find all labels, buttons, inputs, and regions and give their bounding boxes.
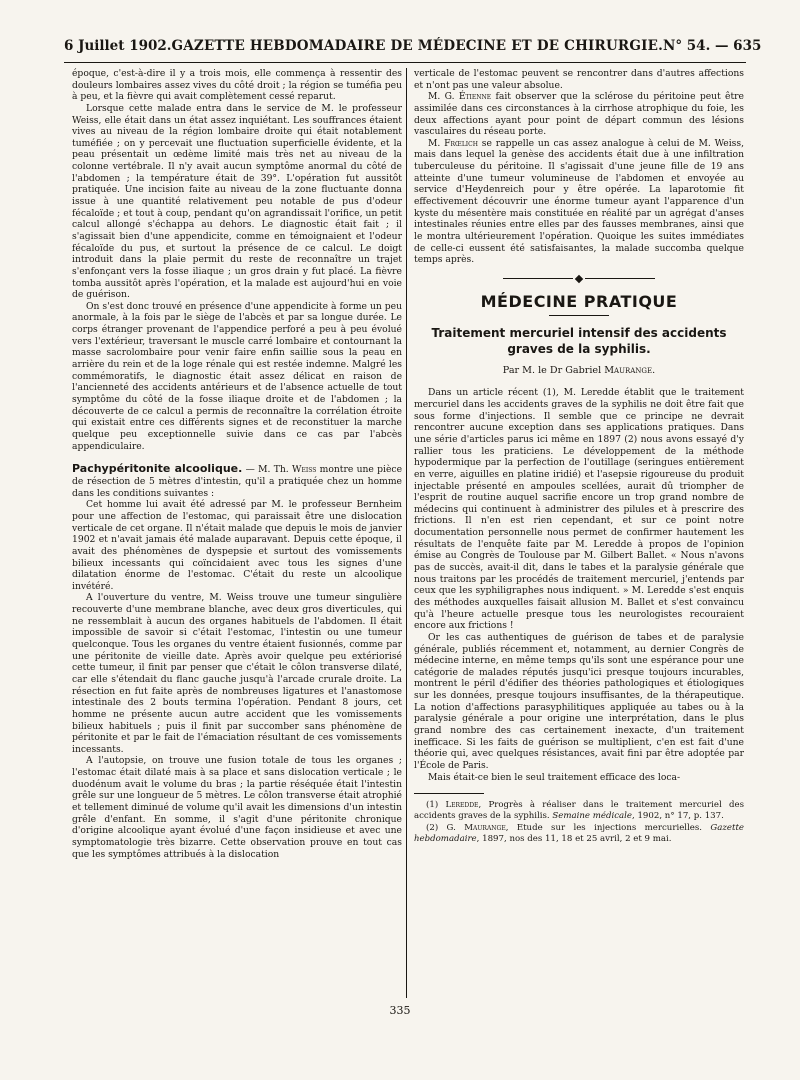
- column-divider: [406, 68, 407, 998]
- paragraph: verticale de l'estomac peuvent se rencontrer dans d'autres affections et n'ont pas une valeur absolue.: [414, 68, 744, 91]
- paragraph: Lorsque cette malade entra dans le service de M. le professeur Weiss, elle était dans un état assez inquiétant. Les souffrances étaient vives au niveau de la région lombaire droite qui était notablement tuméfiée ; on y percevait une fluctuation superficielle évidente, et la peau présentait un œdème limité mais très net au niveau de la colonne vertébrale. Il n'y avait aucun symptôme anormal du côté de l'abdomen ; la température était de 39°. L'opération fut aussitôt pratiquée. Une incision faite au niveau de la zone fluctuante donna issue à une quantité relativement peu notable de pus d'odeur fécaloïde ; et tout à coup, pendant qu'on agrandissait l'orifice, un petit calcul allongé s'échappa au dehors. Le diagnostic était fait ; il s'agissait bien d'une appendicite, comme en témoignaient et l'odeur fécaloïde du pus, et surtout la présence de ce calcul. Le doigt introduit dans la plaie permit du reste de reconnaître un trajet s'enfonçant vers la fosse iliaque ; un gros drain y fut placé. La fièvre tomba aussitôt après l'opération, et la malade est aujourd'hui en voie de guérison.: [72, 102, 402, 301]
- separator-line: [585, 278, 655, 279]
- paragraph: M. G. Étienne fait observer que la sclérose du péritoine peut être assimilée dans ces circonstances à la cirrhose atrophique du foie, les deux affections ayant pour point de départ commun des lésions vasculaires du réseau porte.: [414, 91, 744, 138]
- section-intro-paragraph: Pachypéritonite alcoolique. — M. Th. Weiss montre une pièce de résection de 5 mètres d'intestin, qu'il a pratiquée chez un homme dans les conditions suivantes :: [72, 462, 402, 499]
- footnote-rule: [414, 793, 484, 794]
- paragraph: Or les cas authentiques de guérison de tabes et de paralysie générale, publiés récemment et, notamment, au dernier Congrès de médecine interne, en même temps qu'ils sont une espérance pour une catégorie de malades réputés jusqu'ici presque toujours incurables, montrent le péril d'édifier des théories pathologiques et étiologiques sur les données, presque toujours insuffisantes, de la thérapeutique. La notion d'affections parasyphilitiques appliquée au tabes ou à la paralysie générale a pour origine une interprétation, dans le plus grand nombre des cas certainement inexacte, d'un traitement inefficace. Si les faits de guérison se multiplient, c'en est fait d'une théorie qui, avec quelques résistances, avait fini par être adoptée par l'École de Paris.: [414, 631, 744, 771]
- section-heading: Pachypéritonite alcoolique.: [72, 462, 243, 476]
- journal-name: Semaine médicale: [552, 811, 632, 822]
- header-rule: [64, 62, 746, 63]
- author-name: Frœlich: [444, 137, 479, 149]
- paragraph: époque, c'est-à-dire il y a trois mois, elle commença à ressentir des douleurs lombaires assez vives du côté droit ; la région se tuméfia peu à peu, et la fièvre qui avait complètement cessé reparut.: [72, 68, 402, 103]
- article-title: Traitement mercuriel intensif des accidents graves de la syphilis.: [431, 326, 727, 356]
- byline: Par M. le Dr Gabriel Maurange.: [502, 365, 656, 377]
- author-name: Étienne: [458, 91, 492, 103]
- header-date: 6 Juillet 1902.: [64, 38, 172, 54]
- title-rule: [549, 315, 609, 316]
- footnote: (2) G. Maurange, Etude sur les injections mercurielles. Gazette hebdomadaire, 1897, nos des 11, 18 et 25 avril, 2 et 9 mai.: [414, 822, 744, 844]
- paragraph: A l'ouverture du ventre, M. Weiss trouve une tumeur singulière recouverte d'une membrane blanche, avec deux gros diverticules, qui ne ressemblait à aucun des organes habituels de l'abdomen. Il était impossible de savoir si c'était l'estomac, l'intestin ou une tumeur quelconque. Tous les organes du ventre étaient fusionnés, comme par une péritonite de vieille date. Après avoir quelque peu extériorisé cette tumeur, il finit par penser que c'était le côlon transverse dilaté, car elle s'étendait du flanc gauche jusqu'à l'arcade crurale droite. La résection en fut faite après de nombreuses ligatures et l'anastomose intestinale des 2 bouts termina l'opération. Pendant 8 jours, cet homme ne présente aucun autre accident que les vomissements bilieux habituels ; puis il finit par succomber sans phénomène de péritonite et par le fait de l'émaciation résultant de ces vomissements incessants.: [72, 592, 402, 755]
- journal-title: GAZETTE HEBDOMADAIRE DE MÉDECINE ET DE CHIRURGIE.: [171, 38, 663, 54]
- paragraph: M. Frœlich se rappelle un cas assez analogue à celui de M. Weiss, mais dans lequel la genèse des accidents était due à une infiltration tuberculeuse du péritoine. Il s'agissait d'une jeune fille de 19 ans atteinte d'une tumeur volumineuse de l'abdomen et envoyée au service d'Heydenreich pour y être opérée. La laparotomie fit effectivement découvrir une énorme tumeur ayant l'apparence d'un kyste du mésentère mais constituée en réalité par un agrégat d'anses intestinales réunies entre elles par des fausses membranes, ainsi que le montra ultérieurement l'opération. Quoique les suites immédiates de celle-ci eussent été satisfaisantes, la malade succomba quelque temps après.: [414, 137, 744, 266]
- separator-line: [503, 278, 573, 279]
- page-header: [64, 38, 762, 60]
- paragraph: A l'autopsie, on trouve une fusion totale de tous les organes ; l'estomac était dilaté mais à sa place et sans dislocation verticale ; le duodénum avait le volume du bras ; la partie réséquée était l'intestin grêle sur une longueur de 5 mètres. Le côlon transverse était atrophié et tellement diminué de volume qu'il avait les dimensions d'un intestin grêle d'enfant. En somme, il s'agit d'une péritonite chronique d'origine alcoolique ayant évolué d'une façon insidieuse et avec une symptomatologie très bizarre. Cette observation prouve en tout cas que les symptômes attribués à la dislocation: [72, 755, 402, 860]
- diamond-ornament-icon: [575, 275, 583, 283]
- paragraph: Cet homme lui avait été adressé par M. le professeur Bernheim pour une affection de l'estomac, qui paraissait être une dislocation verticale de cet organe. Il n'était malade que depuis le mois de janvier 1902 et n'avait jamais été malade auparavant. Depuis cette époque, il avait des phénomènes de dyspepsie et surtout des vomissements bilieux incessants qui coïncidaient avec tous les signes d'une dilatation énorme de l'estomac. C'était du reste un alcoolique invétéré.: [72, 499, 402, 592]
- author-name: Weiss: [292, 464, 317, 476]
- paragraph: Dans un article récent (1), M. Leredde établit que le traitement mercuriel dans les accidents graves de la syphilis ne doit être fait que sous forme d'injections. Il semble que ce principe ne devrait rencontrer aucune exception dans ses applications pratiques. Dans une série d'articles parus ici même en 1897 (2) nous avons essayé d'y rallier tous les praticiens. Le développement de la méthode hypodermique par la perfection de l'outillage (seringues entièrement en verre, aiguilles en platine iridié) et l'asepsie rigoureuse du produit injectable présenté en ampoules scellées, aurait dû triompher de l'esprit de routine auquel sacrifie encore un trop grand nombre de médecins qui continuent à administrer des pilules et à prescrire des frictions. Il n'en est rien cependant, et sur ce point notre documentation personnelle nous permet de confirmer hautement les résultats de l'enquête faite par M. Leredde à propos de l'opinion émise au Congrès de Toulouse par M. Gilbert Ballet. « Nous n'avons pas de succès, avait-il dit, dans le tabes et la paralysie générale que nous traitons par les procédés de traitement mercuriel, j'entends par ceux que les syphiligraphes nous indiquent. » M. Leredde s'est enquis des méthodes auxquelles faisait allusion M. Ballet et s'est convaincu qu'à l'heure actuelle presque tous les neurologistes recouraient encore aux frictions !: [414, 387, 744, 632]
- issue-page-number: N° 54. — 635: [663, 38, 762, 54]
- author-name: Maurange: [604, 365, 653, 377]
- section-separator: [414, 276, 744, 282]
- page-number: 335: [389, 1004, 411, 1017]
- journal-name: Gazette hebdomadaire: [414, 822, 744, 844]
- paragraph: On s'est donc trouvé en présence d'une appendicite à forme un peu anormale, à la fois par le siège de l'abcès et par sa longue durée. Le corps étranger provenant de l'appendice perforé a peu à peu évolué vers l'extérieur, traversant le muscle carré lombaire et contournant la masse sacrolombaire pour venir faire enfin saillie sous la peau en arrière du rein et de la loge rénale qui est restée indemne. Malgré les commémoratifs, le diagnostic était assez délicat en raison de l'ancienneté des accidents antérieurs et de l'absence actuelle de tout symptôme du côté de la fosse iliaque droite et de l'abdomen ; la découverte de ce calcul a permis de reconnaître la corrélation étroite qui existait entre ces différents signes et de reconstituer la marche quelque peu exceptionnelle suivie dans ce cas par l'abcès appendiculaire.: [72, 300, 402, 452]
- paragraph: Mais était-ce bien le seul traitement efficace des loca-: [428, 771, 681, 783]
- left-column: [72, 68, 402, 998]
- author-name: Maurange: [464, 822, 506, 833]
- right-column: [414, 68, 744, 998]
- section-title: MÉDECINE PRATIQUE: [480, 291, 678, 311]
- footnote: (1) Leredde, Progrès à réaliser dans le traitement mercuriel des accidents graves de la syphilis. Semaine médicale, 1902, n° 17, p. 137.: [414, 800, 744, 822]
- author-name: Leredde: [445, 800, 479, 811]
